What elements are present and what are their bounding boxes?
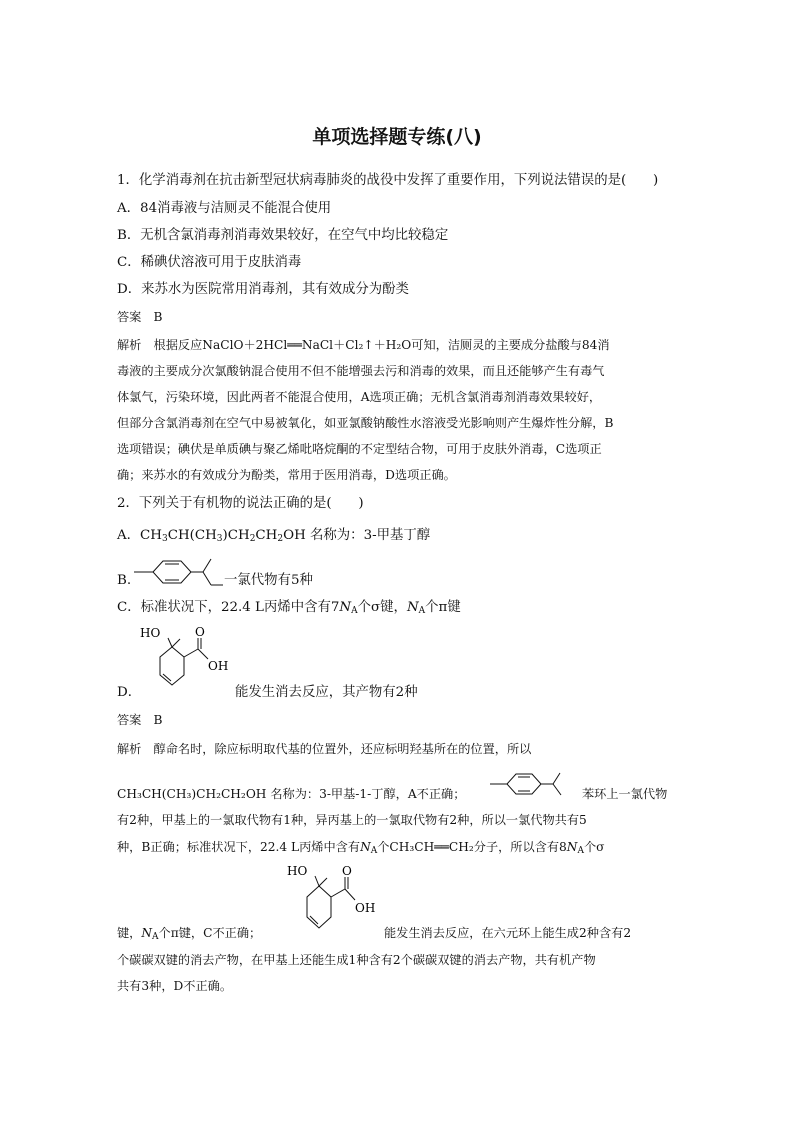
o-label: O <box>342 864 352 878</box>
hydroxy-acid-structure-d <box>138 622 238 694</box>
q2-exp-line-2b: 苯环上一氯代物 <box>582 787 668 801</box>
q2-exp-line-5a: 键，$N_A$个π键，C不正确； <box>117 926 262 942</box>
o-label: O <box>195 625 205 639</box>
q1-exp-line-1: 解析 根据反应NaClO＋2HCl══NaCl＋Cl₂↑＋H₂O可知，洁厕灵的主要成分盐酸与84消 <box>117 338 610 352</box>
q1-exp-line-2: 毒液的主要成分次氯酸钠混合使用不但不能增强去污和消毒的效果，而且还能够产生有毒气 <box>117 364 605 378</box>
q2-option-d-prefix: D． <box>117 685 142 700</box>
q1-answer: 答案 B <box>117 310 163 324</box>
q2-option-b-text: 一氯代物有5种 <box>224 573 313 588</box>
q2-exp-line-5b: 能发生消去反应，在六元环上能生成2种含有2 <box>384 926 632 940</box>
q1-exp-line-4: 但部分含氯消毒剂在空气中易被氧化，如亚氯酸钠酸性水溶液受光影响则产生爆炸性分解，B <box>117 416 614 430</box>
q1-exp-line-5: 选项错误；碘伏是单质碘与聚乙烯吡咯烷酮的不定型结合物，可用于皮肤外消毒，C选项正 <box>117 442 602 456</box>
q2-exp-line-4: 种，B正确；标准状况下，22.4 L丙烯中含有$N_A$个CH₃CH══CH₂分子，所以含有$8N_A$个σ <box>117 840 605 856</box>
p-cymene-structure-explanation <box>487 769 587 799</box>
ho-label: HO <box>140 626 161 640</box>
q1-option-c: C．稀碘伏溶液可用于皮肤消毒 <box>117 255 302 270</box>
ho-label: HO <box>287 864 308 878</box>
q2-option-c: C．标准状况下，22.4 L丙烯中含有$7N_A$个σ键，$N_A$个π键 <box>117 600 461 616</box>
q2-stem: 2．下列关于有机物的说法正确的是( ) <box>117 496 364 511</box>
page-title: 单项选择题专练(八) <box>312 126 482 148</box>
q2-option-b-prefix: B. <box>117 573 132 588</box>
q1-option-d: D．来苏水为医院常用消毒剂，其有效成分为酚类 <box>117 282 409 297</box>
oh-label: OH <box>208 659 229 673</box>
q2-exp-line-7: 共有3种，D不正确。 <box>117 979 233 993</box>
q2-exp-line-1: 解析 醇命名时，除应标明取代基的位置外，还应标明羟基所在的位置，所以 <box>117 742 532 756</box>
q1-exp-line-6: 确；来苏水的有效成分为酚类，常用于医用消毒，D选项正确。 <box>117 468 456 482</box>
q2-answer: 答案 B <box>117 713 163 727</box>
q2-exp-line-2a: CH₃CH(CH₃)CH₂CH₂OH 名称为：3-甲基-1-丁醇，A不正确； <box>117 787 466 801</box>
q2-option-a: A．$CH_3CH(CH_3)CH_2CH_2OH$ 名称为：3-甲基丁醇 <box>117 528 431 544</box>
oh-label: OH <box>355 901 376 915</box>
q1-exp-line-3: 体氯气，污染环境，因此两者不能混合使用，A选项正确；无机含氯消毒剂消毒效果较好， <box>117 390 602 404</box>
q2-exp-line-6: 个碳碳双键的消去产物，在甲基上还能生成1种含有2个碳碳双键的消去产物，共有机产物 <box>117 953 596 967</box>
q2-exp-line-3: 有2种，甲基上的一氯取代物有1种，异丙基上的一氯取代物有2种，所以一氯代物共有5 <box>117 813 587 827</box>
q1-option-a: A．84消毒液与洁厕灵不能混合使用 <box>117 201 332 216</box>
hydroxy-acid-structure-explanation <box>285 860 385 942</box>
q1-stem: 1．化学消毒剂在抗击新型冠状病毒肺炎的战役中发挥了重要作用，下列说法错误的是( ) <box>117 173 659 188</box>
q1-option-b: B．无机含氯消毒剂消毒效果较好，在空气中均比较稳定 <box>117 228 449 243</box>
q2-option-d-text: 能发生消去反应，其产物有2种 <box>235 685 418 700</box>
